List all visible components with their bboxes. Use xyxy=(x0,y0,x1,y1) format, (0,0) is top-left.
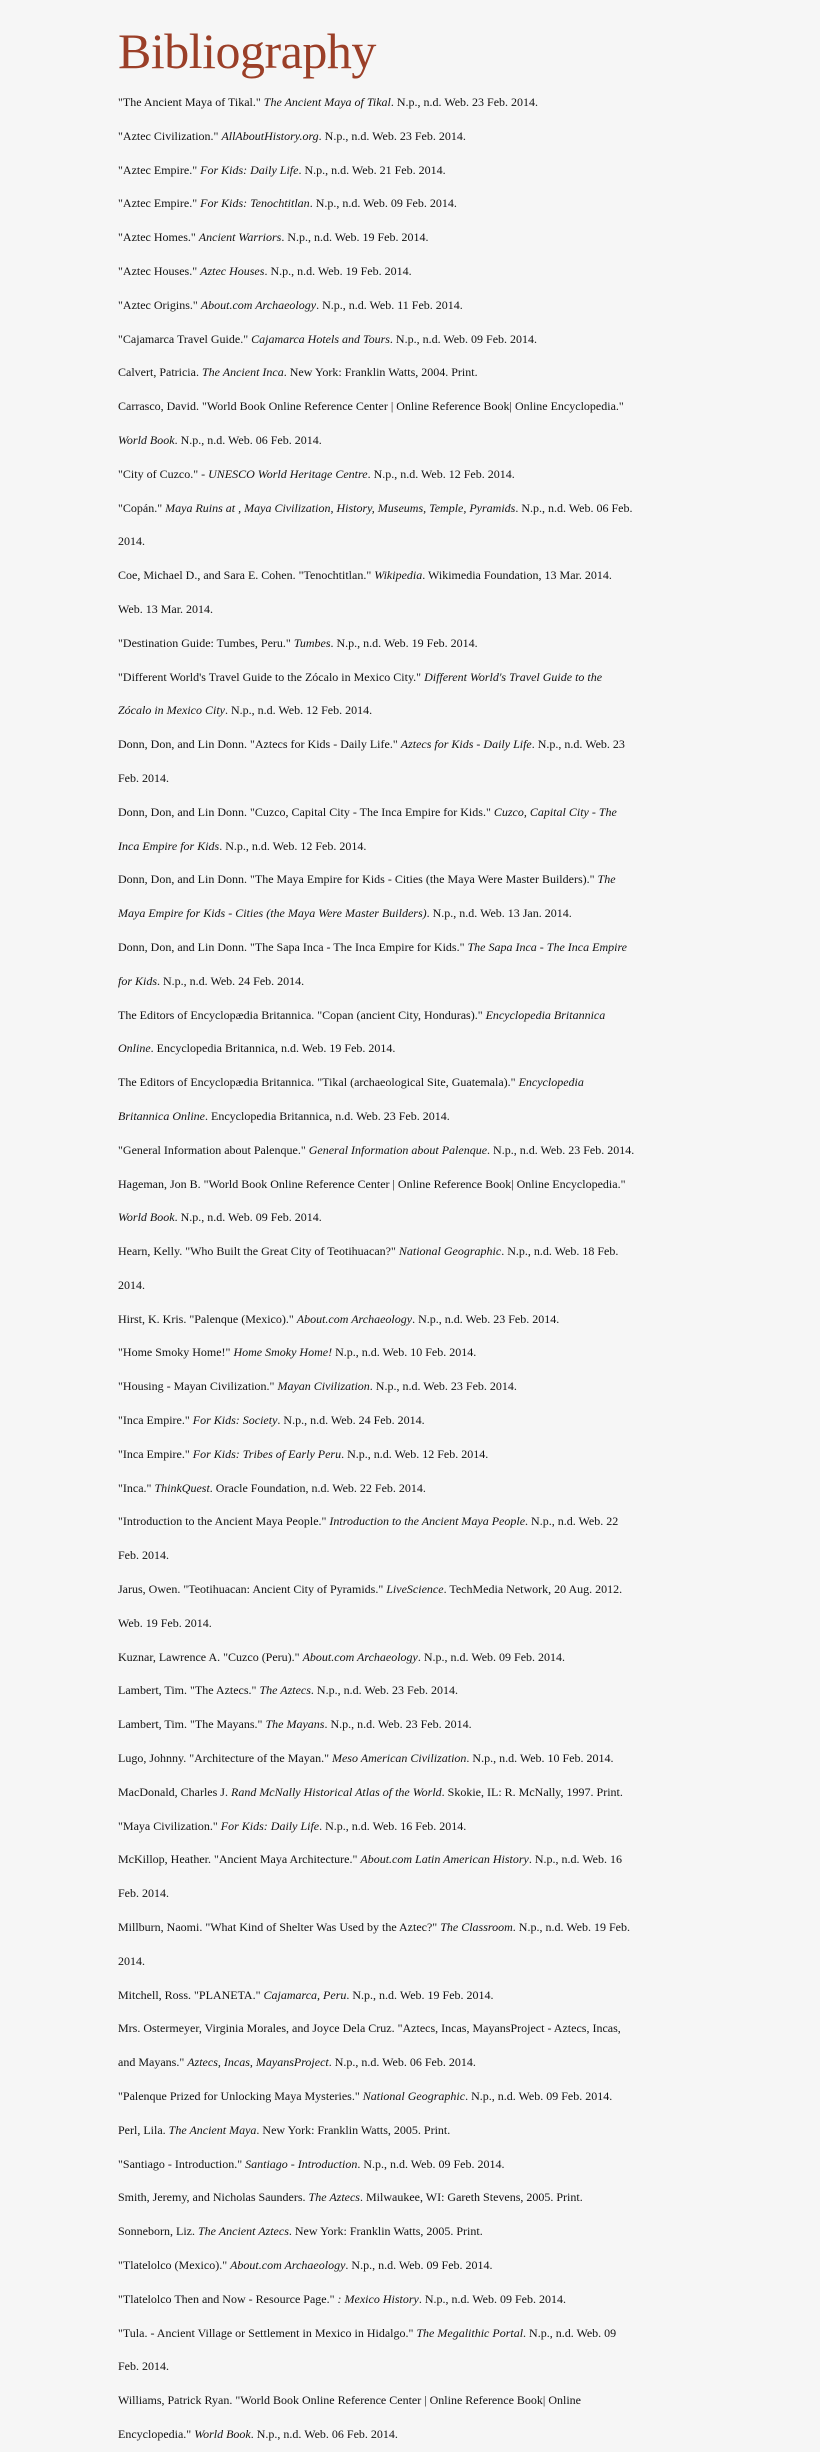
bibliography-entry xyxy=(118,1336,636,1370)
entry-text: "Inca." xyxy=(118,1480,155,1495)
entry-text: "Tula. - Ancient Village or Settlement in Mexico in Hidalgo." xyxy=(118,2325,417,2340)
entry-text: "Introduction to the Ancient Maya People." xyxy=(118,1514,330,1529)
entry-text: . N.p., n.d. Web. 21 Feb. 2014. xyxy=(298,162,446,177)
entry-text: . N.p., n.d. Web. 06 Feb. 2014. xyxy=(250,2426,398,2441)
entry-text: . N.p., n.d. Web. 23 Feb. 2014. xyxy=(310,1683,459,1698)
bibliography-entry xyxy=(118,2249,636,2283)
bibliography-entry xyxy=(118,1066,636,1134)
bibliography-entry xyxy=(118,2181,636,2215)
bibliography-entry xyxy=(118,1979,636,2013)
entry-source-title: For Kids: Daily Life xyxy=(220,1818,320,1833)
entry-text: . N.p., n.d. Web. 13 Jan. 2014. xyxy=(426,906,572,921)
entry-text: . N.p., n.d. Web. 22 Feb. 2014. xyxy=(118,1514,619,1563)
entry-text: Lugo, Johnny. "Architecture of the Mayan." xyxy=(118,1751,332,1766)
bibliography-entry xyxy=(118,1776,636,1810)
entry-text: . New York: Franklin Watts, 2005. Print. xyxy=(288,2224,483,2239)
entry-source-title: The Megalithic Portal xyxy=(416,2325,524,2340)
entry-text: . N.p., n.d. Web. 23 Feb. 2014. xyxy=(324,1717,472,1732)
entry-text: "Inca Empire." xyxy=(118,1446,193,1461)
entry-text: MacDonald, Charles J. xyxy=(118,1784,231,1799)
entry-source-title: AllAboutHistory.org xyxy=(221,128,319,143)
entry-source-title: About.com Latin American History xyxy=(360,1852,529,1867)
bibliography-entry xyxy=(118,323,636,357)
entry-text: Donn, Don, and Lin Donn. "Aztecs for Kids - Daily Life." xyxy=(118,737,401,752)
entry-text: . Milwaukee, WI: Gareth Stevens, 2005. Print. xyxy=(359,2190,583,2205)
entry-source-title: About.com Archaeology xyxy=(200,297,317,312)
bibliography-entry xyxy=(118,627,636,661)
entry-text: Lambert, Tim. "The Mayans." xyxy=(118,1717,266,1732)
entry-source-title: The Ancient Aztecs xyxy=(198,2224,289,2239)
entry-source-title: For Kids: Society xyxy=(192,1413,278,1428)
bibliography-entry xyxy=(118,796,636,864)
bibliography-entry xyxy=(118,931,636,999)
entry-source-title: National Geographic xyxy=(362,2089,466,2104)
bibliography-list xyxy=(118,86,636,2452)
entry-text: . N.p., n.d. Web. 06 Feb. 2014. xyxy=(174,432,322,447)
entry-text: Mitchell, Ross. "PLANETA." xyxy=(118,1987,264,2002)
entry-text: . N.p., n.d. Web. 23 Feb. 2014. xyxy=(412,1311,560,1326)
entry-text: . N.p., n.d. Web. 10 Feb. 2014. xyxy=(466,1751,614,1766)
entry-source-title: World Book xyxy=(118,432,175,447)
entry-text: "The Ancient Maya of Tikal." xyxy=(118,95,264,109)
entry-text: Calvert, Patricia. xyxy=(118,365,202,380)
entry-text: "City of Cuzco." - xyxy=(118,466,209,481)
entry-source-title: About.com Archaeology xyxy=(230,2258,346,2272)
entry-text: . N.p., n.d. Web. 19 Feb. 2014. xyxy=(346,1987,494,2002)
entry-text: . Encyclopedia Britannica, n.d. Web. 19 Feb. 2014. xyxy=(150,1041,396,1056)
entry-text: . N.p., n.d. Web. 19 Feb. 2014. xyxy=(330,635,478,650)
entry-source-title: The Classroom xyxy=(440,1920,513,1935)
entry-text: Kuznar, Lawrence A. "Cuzco (Peru)." xyxy=(118,1649,303,1664)
entry-source-title: Aztecs for Kids - Daily Life xyxy=(400,737,532,752)
entry-text: . N.p., n.d. Web. 06 Feb. 2014. xyxy=(328,2055,476,2070)
bibliography-entry xyxy=(118,458,636,492)
entry-text: "Tlatelolco (Mexico)." xyxy=(118,2258,231,2272)
entry-text: "Aztec Civilization." xyxy=(118,128,222,143)
entry-source-title: ThinkQuest xyxy=(154,1480,210,1495)
entry-text: "Copán." xyxy=(118,500,166,515)
entry-source-title: : Mexico History xyxy=(337,2291,419,2306)
entry-source-title: The Aztecs xyxy=(308,2190,360,2205)
entry-text: "Inca Empire." xyxy=(118,1413,193,1428)
entry-text: "Aztec Origins." xyxy=(118,297,201,312)
bibliography-entry xyxy=(118,1742,636,1776)
bibliography-entry xyxy=(118,221,636,255)
entry-text: Lambert, Tim. "The Aztecs." xyxy=(118,1683,260,1698)
entry-source-title: Introduction to the Ancient Maya People xyxy=(329,1514,526,1529)
entry-text: Perl, Lila. xyxy=(118,2122,169,2137)
entry-text: . N.p., n.d. Web. 23 Feb. 2014. xyxy=(390,95,539,109)
entry-source-title: Encyclopedia Britannica Online xyxy=(118,1075,584,1123)
bibliography-entry xyxy=(118,356,636,390)
entry-text: Hearn, Kelly. "Who Built the Great City of Teotihuacan?" xyxy=(118,1244,399,1259)
entry-source-title: UNESCO World Heritage Centre xyxy=(208,466,368,481)
bibliography-entry xyxy=(118,863,636,931)
entry-text: . N.p., n.d. Web. 23 Feb. 2014. xyxy=(369,1379,517,1394)
bibliography-entry xyxy=(118,2384,636,2452)
bibliography-entry xyxy=(118,492,636,560)
entry-text: . N.p., n.d. Web. 24 Feb. 2014. xyxy=(157,973,305,988)
bibliography-entry xyxy=(118,1235,636,1303)
entry-text: . TechMedia Network, 20 Aug. 2012. Web. 19 Feb. 2014. xyxy=(118,1582,623,1630)
entry-text: . N.p., n.d. Web. 23 Feb. 2014. xyxy=(487,1142,635,1157)
entry-text: The Editors of Encyclopædia Britannica. "Tikal (archaeological Site, Guatemala)." xyxy=(118,1075,519,1090)
entry-text: "Aztec Homes." xyxy=(118,230,199,245)
entry-source-title: For Kids: Daily Life xyxy=(200,162,299,177)
bibliography-entry xyxy=(118,2080,636,2114)
bibliography-entry xyxy=(118,1472,636,1506)
bibliography-entry xyxy=(118,2148,636,2182)
entry-text: . N.p., n.d. Web. 09 Feb. 2014. xyxy=(418,2291,566,2306)
entry-text: Donn, Don, and Lin Donn. "The Sapa Inca - The Inca Empire for Kids." xyxy=(118,939,468,954)
entry-source-title: The Maya Empire for Kids - Cities (the Maya Were Master Builders) xyxy=(118,872,616,921)
entry-text: "Home Smoky Home!" xyxy=(118,1345,234,1360)
page-title: Bibliography xyxy=(118,23,376,79)
entry-text: . N.p., n.d. Web. 09 Feb. 2014. xyxy=(309,196,457,211)
entry-source-title: Tumbes xyxy=(293,635,331,650)
bibliography-entry xyxy=(118,728,636,796)
entry-text: Smith, Jeremy, and Nicholas Saunders. xyxy=(118,2190,309,2205)
entry-text: McKillop, Heather. "Ancient Maya Architecture." xyxy=(118,1852,361,1867)
entry-source-title: Home Smoky Home! xyxy=(233,1345,333,1360)
entry-source-title: World Book xyxy=(118,1210,175,1225)
entry-source-title: About.com Archaeology xyxy=(302,1649,418,1664)
entry-text: . N.p., n.d. Web. 12 Feb. 2014. xyxy=(224,703,373,718)
bibliography-entry xyxy=(118,1708,636,1742)
entry-source-title: Meso American Civilization xyxy=(331,1751,467,1766)
entry-text: Hageman, Jon B. "World Book Online Reference Center | Online Reference Book| Online Encyclopedia." xyxy=(118,1176,626,1191)
entry-text: "Santiago - Introduction." xyxy=(118,2156,246,2171)
entry-text: . N.p., n.d. Web. 23 Feb. 2014. xyxy=(118,737,625,785)
bibliography-entry xyxy=(118,2215,636,2249)
entry-text: "Different World's Travel Guide to the Zócalo in Mexico City." xyxy=(118,669,425,684)
entry-source-title: Encyclopedia Britannica Online xyxy=(118,1007,606,1056)
entry-text: . N.p., n.d. Web. 09 Feb. 2014. xyxy=(357,2156,505,2171)
entry-source-title: Santiago - Introduction xyxy=(245,2156,358,2171)
entry-text: Donn, Don, and Lin Donn. "The Maya Empire for Kids - Cities (the Maya Were Master Builders)." xyxy=(118,872,598,887)
entry-source-title: Mayan Civilization xyxy=(277,1379,370,1394)
entry-text: . N.p., n.d. Web. 24 Feb. 2014. xyxy=(277,1413,425,1428)
bibliography-entry xyxy=(118,1810,636,1844)
entry-text: Carrasco, David. "World Book Online Reference Center | Online Reference Book| Online Encyclopedia." xyxy=(118,399,624,414)
entry-source-title: The Sapa Inca - The Inca Empire for Kids xyxy=(118,939,628,988)
entry-text: . N.p., n.d. Web. 19 Feb. 2014. xyxy=(118,1920,630,1968)
entry-text: . N.p., n.d. Web. 09 Feb. 2014. xyxy=(417,1649,566,1664)
bibliography-entry xyxy=(118,1303,636,1337)
bibliography-entry xyxy=(118,1168,636,1236)
bibliography-entry xyxy=(118,2317,636,2385)
entry-text: Williams, Patrick Ryan. "World Book Online Reference Center | Online Reference Book| Online Encyclopedia." xyxy=(118,2393,581,2441)
bibliography-entry xyxy=(118,559,636,627)
entry-text: . N.p., n.d. Web. 06 Feb. 2014. xyxy=(118,500,633,549)
entry-text: . N.p., n.d. Web. 12 Feb. 2014. xyxy=(341,1446,489,1461)
entry-source-title: National Geographic xyxy=(398,1244,502,1259)
bibliography-entry xyxy=(118,2114,636,2148)
entry-text: . N.p., n.d. Web. 12 Feb. 2014. xyxy=(367,466,515,481)
entry-source-title: Maya Ruins at , Maya Civilization, History, Museums, Temple, Pyramids xyxy=(165,500,516,515)
bibliography-entry xyxy=(118,120,636,154)
entry-text: "Maya Civilization." xyxy=(118,1818,221,1833)
entry-source-title: Aztec Houses xyxy=(200,263,265,278)
entry-text: . Oracle Foundation, n.d. Web. 22 Feb. 2014. xyxy=(209,1480,426,1495)
entry-text: . N.p., n.d. Web. 09 Feb. 2014. xyxy=(174,1210,322,1225)
entry-source-title: General Information about Palenque xyxy=(308,1142,488,1157)
entry-text: "General Information about Palenque." xyxy=(118,1142,309,1157)
entry-text: . N.p., n.d. Web. 16 Feb. 2014. xyxy=(118,1852,622,1901)
bibliography-entry xyxy=(118,86,636,120)
entry-text: Mrs. Ostermeyer, Virginia Morales, and Joyce Dela Cruz. "Aztecs, Incas, MayansProject - Aztecs, Incas, and Mayans." xyxy=(118,2021,621,2070)
bibliography-entry xyxy=(118,661,636,729)
entry-text: Coe, Michael D., and Sara E. Cohen. "Tenochtitlan." xyxy=(118,568,375,583)
bibliography-entry xyxy=(118,187,636,221)
entry-source-title: For Kids: Tenochtitlan xyxy=(200,196,310,211)
entry-text: The Editors of Encyclopædia Britannica. "Copan (ancient City, Honduras)." xyxy=(118,1007,486,1022)
entry-text: "Palenque Prized for Unlocking Maya Mysteries." xyxy=(118,2089,363,2104)
entry-source-title: The Ancient Maya of Tikal xyxy=(263,95,391,109)
entry-text: . N.p., n.d. Web. 16 Feb. 2014. xyxy=(319,1818,467,1833)
entry-source-title: The Ancient Maya xyxy=(168,2122,257,2137)
entry-text: . N.p., n.d. Web. 18 Feb. 2014. xyxy=(118,1244,619,1292)
entry-text: . Skokie, IL: R. McNally, 1997. Print. xyxy=(441,1784,623,1799)
entry-text: . Wikimedia Foundation, 13 Mar. 2014. Web. 13 Mar. 2014. xyxy=(118,568,612,616)
entry-text: "Destination Guide: Tumbes, Peru." xyxy=(118,635,294,650)
entry-source-title: The Aztecs xyxy=(259,1683,311,1698)
entry-text: "Aztec Houses." xyxy=(118,263,201,278)
entry-text: . New York: Franklin Watts, 2004. Print. xyxy=(283,365,478,380)
entry-source-title: Cuzco, Capital City - The Inca Empire for Kids xyxy=(118,804,617,853)
entry-source-title: For Kids: Tribes of Early Peru xyxy=(192,1446,342,1461)
entry-text: . N.p., n.d. Web. 23 Feb. 2014. xyxy=(318,128,466,143)
entry-text: "Cajamarca Travel Guide." xyxy=(118,331,252,346)
entry-source-title: Cajamarca, Peru xyxy=(263,1987,347,2002)
bibliography-entry xyxy=(118,1134,636,1168)
bibliography-entry xyxy=(118,1843,636,1911)
entry-text: Jarus, Owen. "Teotihuacan: Ancient City of Pyramids." xyxy=(118,1582,387,1597)
entry-text: . N.p., n.d. Web. 09 Feb. 2014. xyxy=(118,2325,617,2374)
bibliography-entry xyxy=(118,1370,636,1404)
entry-text: N.p., n.d. Web. 10 Feb. 2014. xyxy=(332,1345,477,1360)
entry-source-title: The Ancient Inca xyxy=(201,365,284,380)
entry-source-title: Aztecs, Incas, MayansProject xyxy=(187,2055,329,2070)
bibliography-entry xyxy=(118,999,636,1067)
entry-text: "Tlatelolco Then and Now - Resource Page." xyxy=(118,2291,338,2306)
entry-text: Millburn, Naomi. "What Kind of Shelter Was Used by the Aztec?" xyxy=(118,1920,441,1935)
entry-text: Donn, Don, and Lin Donn. "Cuzco, Capital City - The Inca Empire for Kids." xyxy=(118,804,494,819)
entry-source-title: Rand McNally Historical Atlas of the World xyxy=(230,1784,442,1799)
entry-source-title: Ancient Warriors xyxy=(198,230,282,245)
entry-text: . N.p., n.d. Web. 12 Feb. 2014. xyxy=(219,838,367,853)
entry-source-title: World Book xyxy=(194,2426,251,2441)
entry-source-title: Cajamarca Hotels and Tours xyxy=(251,331,390,346)
bibliography-entry xyxy=(118,154,636,188)
entry-source-title: Wikipedia xyxy=(374,568,423,583)
entry-text: "Aztec Empire." xyxy=(118,162,201,177)
entry-text: . N.p., n.d. Web. 11 Feb. 2014. xyxy=(316,297,463,312)
bibliography-entry xyxy=(118,390,636,458)
bibliography-entry xyxy=(118,1911,636,1979)
bibliography-entry xyxy=(118,1573,636,1641)
bibliography-entry xyxy=(118,1505,636,1573)
entry-text: . Encyclopedia Britannica, n.d. Web. 23 Feb. 2014. xyxy=(205,1108,450,1123)
entry-source-title: Different World's Travel Guide to the Zócalo in Mexico City xyxy=(118,669,603,718)
entry-source-title: The Mayans xyxy=(265,1717,325,1732)
bibliography-entry xyxy=(118,1438,636,1472)
bibliography-entry xyxy=(118,1674,636,1708)
bibliography-entry xyxy=(118,255,636,289)
entry-text: Sonneborn, Liz. xyxy=(118,2224,198,2239)
entry-text: . N.p., n.d. Web. 09 Feb. 2014. xyxy=(465,2089,613,2104)
bibliography-entry xyxy=(118,289,636,323)
entry-text: . N.p., n.d. Web. 19 Feb. 2014. xyxy=(264,263,412,278)
entry-text: Hirst, K. Kris. "Palenque (Mexico)." xyxy=(118,1311,297,1326)
entry-source-title: LiveScience xyxy=(386,1582,444,1597)
entry-text: . N.p., n.d. Web. 09 Feb. 2014. xyxy=(345,2258,493,2272)
bibliography-page xyxy=(118,22,636,2452)
entry-source-title: About.com Archaeology xyxy=(296,1311,413,1326)
entry-text: "Aztec Empire." xyxy=(118,196,201,211)
bibliography-entry xyxy=(118,2283,636,2317)
bibliography-entry xyxy=(118,1404,636,1438)
entry-text: . N.p., n.d. Web. 09 Feb. 2014. xyxy=(389,331,538,346)
entry-text: . New York: Franklin Watts, 2005. Print. xyxy=(256,2122,451,2137)
entry-text: "Housing - Mayan Civilization." xyxy=(118,1379,278,1394)
bibliography-entry xyxy=(118,1641,636,1675)
entry-text: . N.p., n.d. Web. 19 Feb. 2014. xyxy=(281,230,429,245)
bibliography-entry xyxy=(118,2012,636,2080)
